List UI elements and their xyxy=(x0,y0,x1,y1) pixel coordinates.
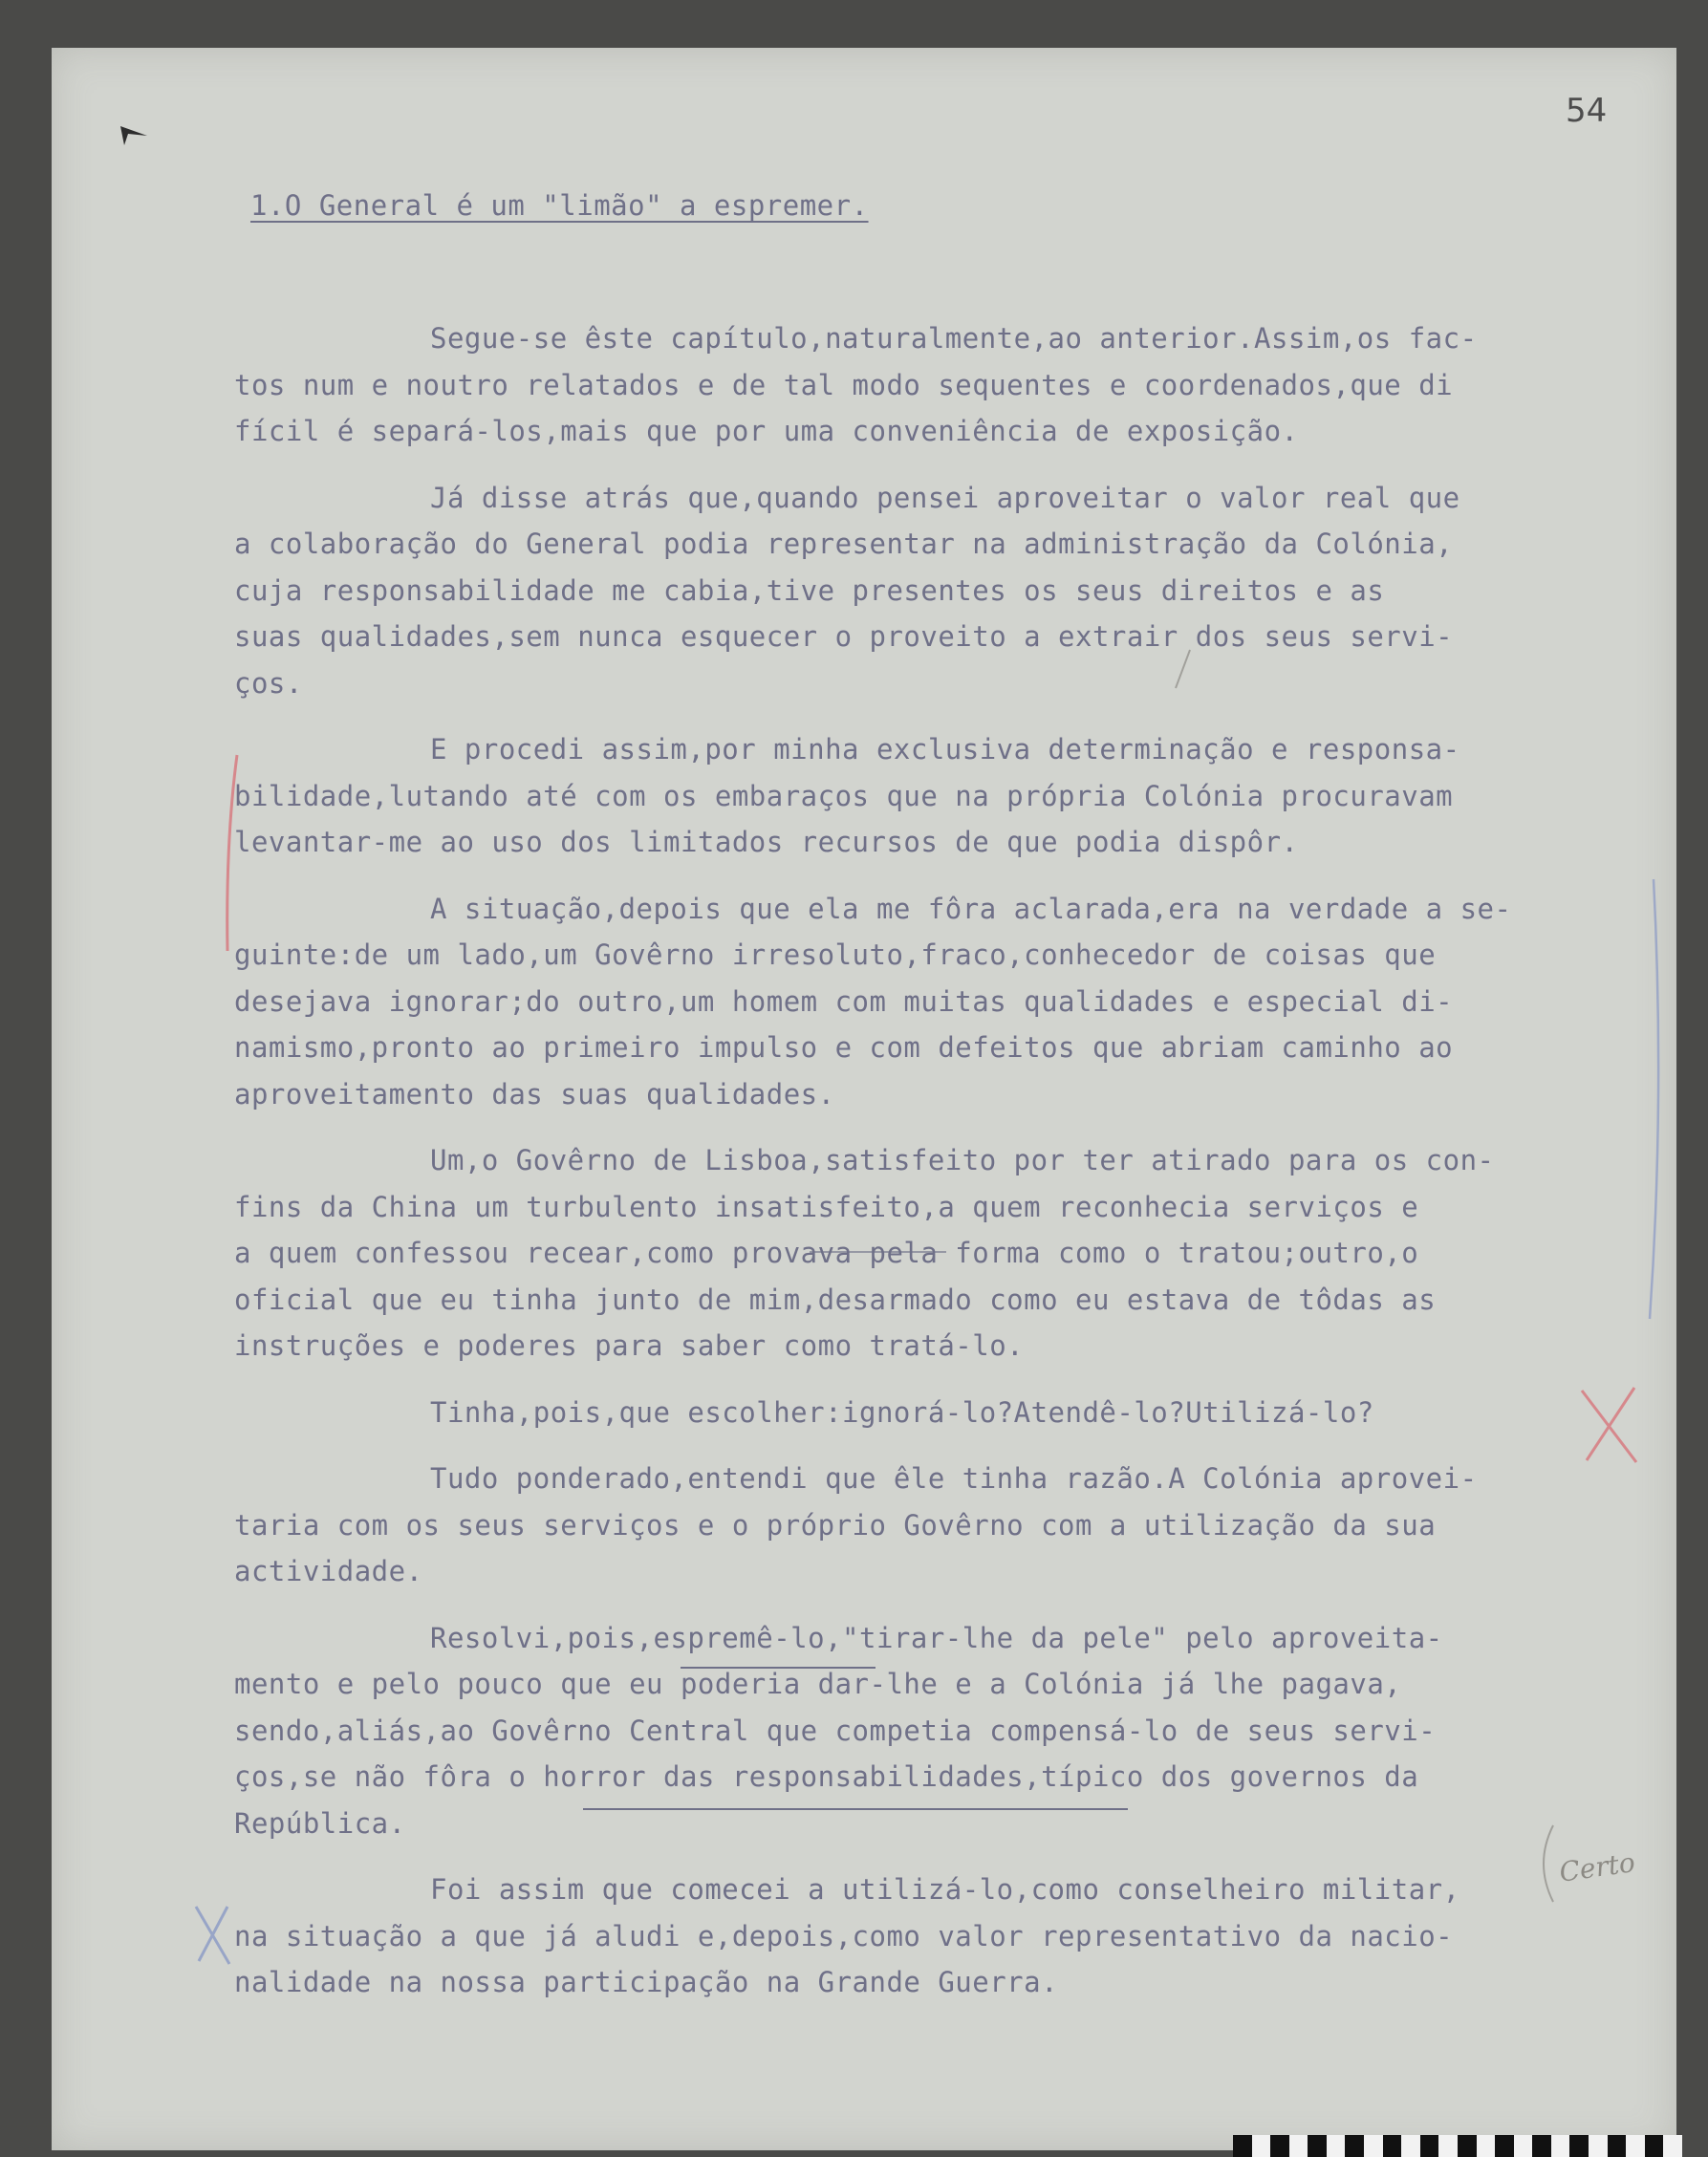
text-line: Segue-se êste capítulo,naturalmente,ao anterior.Assim,os fac- xyxy=(430,322,1478,355)
text-line: taria com os seus serviços e o próprio Govêrno com a utilização da sua xyxy=(234,1508,1437,1542)
paragraph-4 xyxy=(234,886,1639,1118)
section-title: 1.O General é um "limão" a espremer. xyxy=(250,189,869,222)
text-line: bilidade,lutando até com os embaraços que na própria Colónia procuravam xyxy=(234,779,1454,812)
paragraph-1 xyxy=(234,315,1639,455)
body-text xyxy=(234,315,1639,2026)
text-line: guinte:de um lado,um Govêrno irresoluto,fraco,conhecedor de coisas que xyxy=(234,938,1437,971)
arrow-mark-icon xyxy=(119,124,151,147)
text-line: Foi assim que comecei a utilizá-lo,como conselheiro militar, xyxy=(430,1873,1460,1906)
text-line: actividade. xyxy=(234,1555,423,1587)
text-line: República. xyxy=(234,1806,406,1840)
text-line: levantar-me ao uso dos limitados recursos de que podia dispôr. xyxy=(234,826,1299,858)
text-line: ços,se não fôra o horror das responsabilidades,típico dos governos da xyxy=(234,1760,1419,1793)
text-line: na situação a que já aludi e,depois,como valor representativo da nacio- xyxy=(234,1919,1454,1952)
text-line: Um,o Govêrno de Lisboa,satisfeito por ter atirado para os con- xyxy=(430,1144,1495,1176)
text-line: fins da China um turbulento insatisfeito,a quem reconhecia serviços e xyxy=(234,1190,1419,1223)
text-line: oficial que eu tinha junto de mim,desarmado como eu estava de tôdas as xyxy=(234,1283,1437,1316)
paragraph-9 xyxy=(234,1866,1639,2006)
text-line: nalidade na nossa participação na Grande Guerra. xyxy=(234,1966,1059,1998)
text-line: Tinha,pois,que escolher:ignorá-lo?Atendê-lo?Utilizá-lo? xyxy=(430,1395,1374,1429)
paragraph-3 xyxy=(234,726,1639,866)
text-line: ços. xyxy=(234,666,303,700)
paragraph-6 xyxy=(234,1390,1639,1436)
paragraph-5 xyxy=(234,1137,1639,1370)
text-line: fícil é separá-los,mais que por uma conveniência de exposição. xyxy=(234,415,1299,447)
text-line: namismo,pronto ao primeiro impulso e com defeitos que abriam caminho ao xyxy=(234,1031,1454,1064)
text-line: instruções e poderes para saber como tratá-lo. xyxy=(234,1329,1025,1362)
text-line: a quem confessou recear,como provava pela forma como o tratou;outro,o xyxy=(234,1237,1419,1269)
paragraph-8 xyxy=(234,1615,1639,1847)
text-line: aproveitamento das suas qualidades. xyxy=(234,1077,835,1111)
text-line: a colaboração do General podia representar na administração da Colónia, xyxy=(234,528,1454,560)
text-line: mento e pelo pouco que eu poderia dar-lhe e a Colónia já lhe pagava, xyxy=(234,1668,1402,1700)
text-line: A situação,depois que ela me fôra aclarada,era na verdade a se- xyxy=(430,892,1512,925)
text-line: tos num e noutro relatados e de tal modo sequentes e coordenados,que di xyxy=(234,368,1454,401)
paragraph-2 xyxy=(234,475,1639,707)
paragraph-7 xyxy=(234,1456,1639,1595)
scale-bar xyxy=(1233,2135,1682,2157)
text-line: cuja responsabilidade me cabia,tive presentes os seus direitos e as xyxy=(234,573,1385,607)
margin-note: Certo xyxy=(1557,1846,1637,1888)
text-line: desejava ignorar;do outro,um homem com muitas qualidades e especial di- xyxy=(234,984,1454,1018)
text-line: Resolvi,pois,espremê-lo,"tirar-lhe da pele" pelo aproveita- xyxy=(430,1621,1443,1654)
text-line: E procedi assim,por minha exclusiva determinação e responsa- xyxy=(430,733,1460,766)
text-line: suas qualidades,sem nunca esquecer o proveito a extrair dos seus servi- xyxy=(234,620,1454,653)
text-line: sendo,aliás,ao Govêrno Central que competia compensá-lo de seus servi- xyxy=(234,1714,1437,1747)
page-number: 54 xyxy=(1566,92,1608,130)
text-line: Já disse atrás que,quando pensei aproveitar o valor real que xyxy=(430,481,1460,514)
text-line: Tudo ponderado,entendi que êle tinha razão.A Colónia aprovei- xyxy=(430,1462,1478,1495)
